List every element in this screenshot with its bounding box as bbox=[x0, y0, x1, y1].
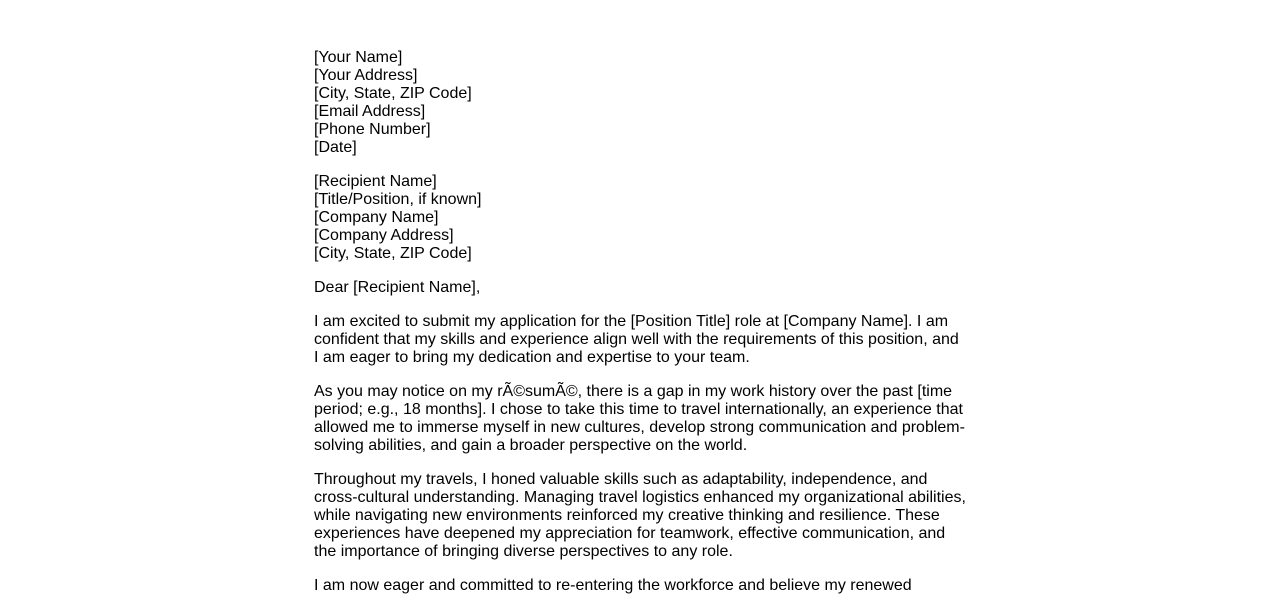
paragraph-reentry: I am now eager and committed to re-entering the workforce and believe my renewed bbox=[314, 577, 912, 594]
recipient-company-address: [Company Address] bbox=[314, 227, 454, 244]
sender-phone: [Phone Number] bbox=[314, 121, 431, 138]
paragraph-employment-gap: As you may notice on my rÃ©sumÃ©, there is a gap in my work history over the past [time period; e.g., 18 months]. I chose to take this time to travel internationally, an experience that allowed me to immerse myself in new cultures, develop strong communication and problem-solving abilities, and gain a broader perspective on the world. bbox=[314, 383, 965, 454]
paragraph-skills: Throughout my travels, I honed valuable skills such as adaptability, independence, and cross-cultural understanding. Managing travel logistics enhanced my organizational abilities, while navigating new environments reinforced my creative thinking and resilience. These experiences have deepened my appreciation for teamwork, effective communication, and the importance of bringing diverse perspectives to any role. bbox=[314, 471, 966, 560]
recipient-address-block bbox=[314, 173, 974, 263]
sender-city-state-zip: [City, State, ZIP Code] bbox=[314, 85, 472, 102]
recipient-city-state-zip: [City, State, ZIP Code] bbox=[314, 245, 472, 262]
sender-address-block bbox=[314, 49, 974, 157]
sender-email: [Email Address] bbox=[314, 103, 426, 120]
salutation: Dear [Recipient Name], bbox=[314, 279, 481, 296]
letter-date: [Date] bbox=[314, 139, 357, 156]
recipient-company: [Company Name] bbox=[314, 209, 439, 226]
paragraph-intro: I am excited to submit my application for the [Position Title] role at [Company Name]. I am confident that my skills and experience align well with the requirements of this position, and I am eager to bring my dedication and expertise to your team. bbox=[314, 313, 959, 366]
recipient-name: [Recipient Name] bbox=[314, 173, 437, 190]
recipient-title: [Title/Position, if known] bbox=[314, 191, 482, 208]
cover-letter bbox=[314, 49, 974, 611]
sender-address: [Your Address] bbox=[314, 67, 418, 84]
sender-name: [Your Name] bbox=[314, 49, 403, 66]
